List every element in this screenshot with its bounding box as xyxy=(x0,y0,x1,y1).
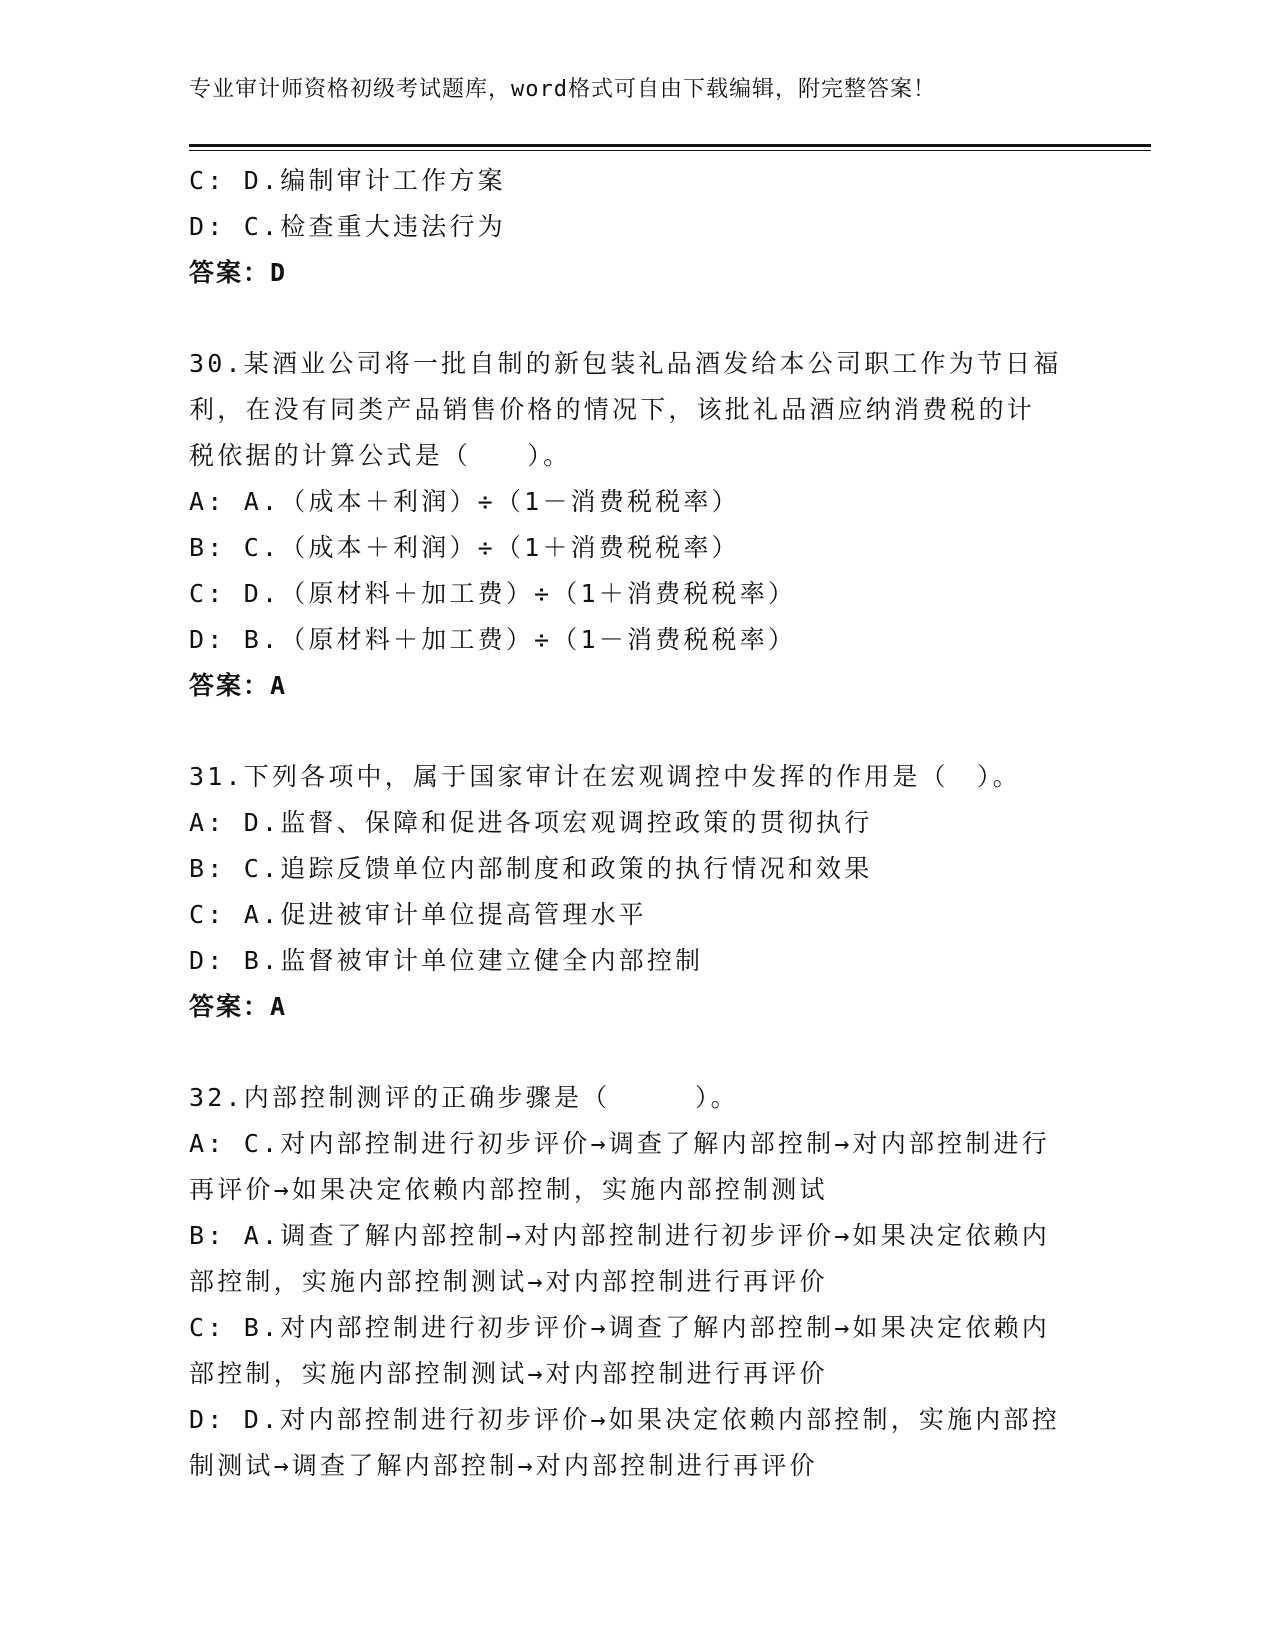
option-line: D: B.（原材料＋加工费）÷（1－消费税税率） xyxy=(189,625,797,654)
answer-line: 答案：A xyxy=(189,992,288,1021)
question-stem-line: 利，在没有同类产品销售价格的情况下，该批礼品酒应纳消费税的计 xyxy=(189,395,1036,424)
option-line: A: A.（成本＋利润）÷（1－消费税税率） xyxy=(189,487,740,516)
option-line: C: D.（原材料＋加工费）÷（1＋消费税税率） xyxy=(189,579,797,608)
header-rule-thick xyxy=(189,144,1151,147)
question-stem-line: 31.下列各项中，属于国家审计在宏观调控中发挥的作用是（ ）。 xyxy=(189,762,1021,791)
answer-line: 答案：A xyxy=(189,671,288,700)
option-line: 部控制，实施内部控制测试→对内部控制进行再评价 xyxy=(189,1267,828,1296)
option-line: B: A.调查了解内部控制→对内部控制进行初步评价→如果决定依赖内 xyxy=(189,1221,1050,1250)
answer-line: 答案：D xyxy=(189,258,288,287)
option-line: B: C.（成本＋利润）÷（1＋消费税税率） xyxy=(189,533,740,562)
option-line: 部控制，实施内部控制测试→对内部控制进行再评价 xyxy=(189,1359,828,1388)
option-line: A: C.对内部控制进行初步评价→调查了解内部控制→对内部控制进行 xyxy=(189,1129,1050,1158)
option-line: D: C.检查重大违法行为 xyxy=(189,212,506,241)
option-line: 再评价→如果决定依赖内部控制，实施内部控制测试 xyxy=(189,1175,828,1204)
option-line: C: B.对内部控制进行初步评价→调查了解内部控制→如果决定依赖内 xyxy=(189,1313,1050,1342)
header-rule-thin xyxy=(189,150,1151,151)
option-line: C: D.编制审计工作方案 xyxy=(189,166,506,195)
option-line: D: B.监督被审计单位建立健全内部控制 xyxy=(189,946,704,975)
option-line: C: A.促进被审计单位提高管理水平 xyxy=(189,900,647,929)
option-line: 制测试→调查了解内部控制→对内部控制进行再评价 xyxy=(189,1451,818,1480)
question-content xyxy=(189,158,1089,1489)
question-stem-line: 税依据的计算公式是（ ）。 xyxy=(189,441,572,470)
question-stem-line: 30.某酒业公司将一批自制的新包装礼品酒发给本公司职工作为节日福 xyxy=(189,349,1062,378)
option-line: B: C.追踪反馈单位内部制度和政策的执行情况和效果 xyxy=(189,854,873,883)
page-header: 专业审计师资格初级考试题库，word格式可自由下载编辑，附完整答案！ xyxy=(189,77,936,102)
option-line: A: D.监督、保障和促进各项宏观调控政策的贯彻执行 xyxy=(189,808,873,837)
question-stem-line: 32.内部控制测评的正确步骤是（ ）。 xyxy=(189,1083,739,1112)
option-line: D: D.对内部控制进行初步评价→如果决定依赖内部控制，实施内部控 xyxy=(189,1405,1060,1434)
